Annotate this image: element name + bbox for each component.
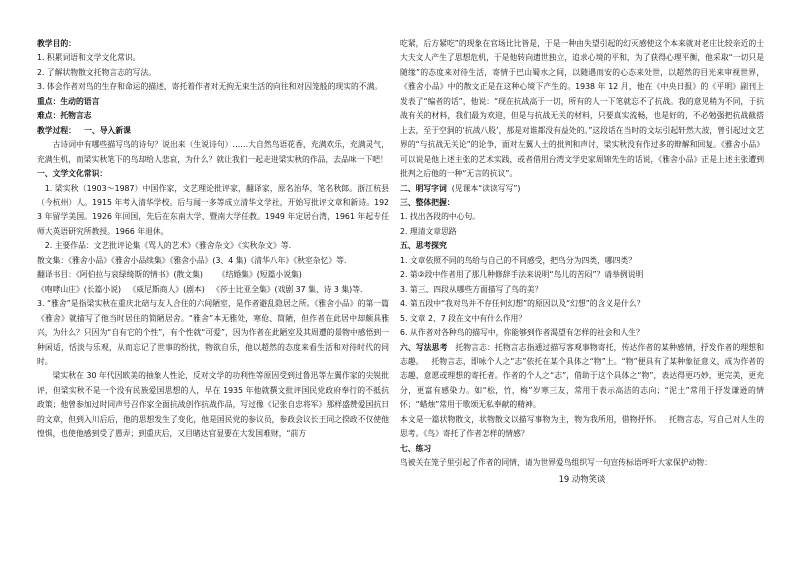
- right-column: [400, 37, 764, 486]
- major-works: 2. 主要作品：文艺批评论集《骂人的艺术》《雅舍杂文》《实秋杂文》等.: [44, 241, 292, 251]
- section-3-item: 1. 找出各段的中心句。: [400, 212, 481, 222]
- section-2: [400, 182, 764, 196]
- difficulty: 难点：托物言志: [37, 111, 92, 121]
- translations-line-2: 《咆哮山庄》(长篇小说) 《威尼斯商人》(剧本) 《莎士比亚全集》(戏剧 37 集、诗 3 集)等.: [37, 284, 363, 294]
- culture-heading: 一、文学文化常识：: [37, 169, 108, 179]
- question-item: 1. 文章依照不同的鸟给与自己的不同感受，把鸟分为四类，哪四类？: [400, 255, 637, 265]
- section-6-summary: 本文是一篇状物散文，状物散文以描写事物为主，物为我所用，借物抒怀。 托物言志，写自己对人生的思考。《鸟》寄托了作者怎样的情感？: [400, 414, 764, 439]
- author-bio: 1. 梁实秋（1903～1987）中国作家，文艺理论批评家，翻译家，原名治华，笔名秋郎。浙江杭县（今杭州）人。1915 年考入清华学校。后与闻一多等成立清华文学社，开始写批评文章和新诗。1923 年留学美国。1926 年回国，先后在东南大学、暨南大学任教。1949 年定居台湾，1961 年起专任师大英语研究所教授。1966 年退休。: [37, 183, 389, 236]
- objective-item: 2. 了解状物散文托物言志的写法。: [37, 67, 157, 77]
- question-item: 3. 第三、四段从哪些方面描写了鸟的美？: [400, 284, 543, 294]
- intro-paragraph: 古诗词中有哪些描写鸟的诗句？说出来（生说诗句）……大自然鸟语花香，充满欢乐，充满灵气，充满生机，而梁实秋笔下的鸟却给人悲哀，为什么？就让我们一起走进梁实秋的作品，去品味一下吧！: [37, 140, 389, 164]
- section-6-heading: 六、写法思考: [400, 342, 448, 352]
- section-6: [400, 341, 764, 413]
- prose-works: 散文集：《雅舍小品》《雅舍小品续集》《雅舍小品》(3、4 集)《清华八年》《秋室杂忆》等.: [37, 255, 347, 265]
- question-item: 6. 从作者对各种鸟的描写中，你能够到作者渴望有怎样的社会和人生？: [400, 328, 644, 338]
- question-item: 4. 第五段中“我对鸟并不存任何幻想”的原因以及“幻想”的含义是什么？: [400, 299, 645, 309]
- question-item: 5. 文章 2、7 段在文中有什么作用？: [400, 313, 527, 323]
- section-2-heading: 二、明写字词: [400, 183, 447, 193]
- question-item: 2. 第②段中作者用了那几种修辞手法来说明“鸟儿的苦闷”？请举例说明: [400, 270, 644, 280]
- section-7-heading: 七、练习: [400, 443, 432, 453]
- teaching-process-heading: 教学过程： 一、导入新课: [37, 125, 131, 135]
- objective-item: 3. 体会作者对鸟的生存和命运的描述，寄托着作者对无拘无束生活的向往和对囚笼般的现实的不满。: [37, 82, 383, 92]
- left-column: [37, 37, 389, 442]
- background-paragraph: 梁实秋在 30 年代因欧美的抽象人性论，反对文学的功利性等原因受到过鲁迅等左翼作家的尖锐批评，但梁实秋不是一个没有民族爱国思想的人，早在 1935 年他就撰文批评国民党政府奉行的不抵抗政策；他曾参加过时同声号召作家全面抗战创作抗战作品，写过像《记张自忠将军》那样盛赞爱国抗日的文章，但到入川后后，他的思想发生了变化，他是国民党的参议员，参政会议长王同之揆政不仅使他惶惧，也使他感到受了愚弄；到重庆后，又目睹达官显要在大发国难财，“前方: [37, 371, 389, 439]
- section-5-heading: 五、思考探究: [400, 241, 447, 251]
- page-footer: 19 动物笑谈: [558, 473, 606, 484]
- section-6-text: 托物言志：托物言志指通过描写客观事物寄托，传达作者的某种感情，抒发作者的理想和志趣。 托物言志，即咏个人之“志”依托在某个具体之“物”上。“物”便具有了某种象征意义，成为作者的志趣、意愿或理想的寄托者。作者的个人之“志”，借助于这个具体之“物”，表达得更巧妙，更完美，更充分，更富有感染力。如“松，竹，梅”岁寒三友，常用于表示高洁的志向；“泥土”常用于抒发谦逊的情怀；“蜡烛”常用于歌颂无私奉献的精神。: [400, 342, 764, 410]
- section-3-item: 2. 理清文章思路: [400, 226, 457, 236]
- key-point: 重点：生动的语言: [37, 96, 100, 106]
- objectives-heading: 教学目的：: [37, 39, 76, 48]
- yashe-paragraph: 3. “雅舍”是指梁实秋在重庆北碚与友人合住的六间陋室，是作者避乱隐居之所。《雅舍小品》的第一篇《雅舍》就描写了他当时居住的简陋居舍。“雅舍”本无雅处，寒伧、简陋，但作者在此居中却颇具雅兴，为什么？只因为“自有它的个性”，有个性就“可爱”，因为作者在此陋室及其周遭的景物中感悟到一种闲适，恬淡与乐观，从而忘记了世事的纷扰，物欲自乐，他以超然的态度来看生活和对待时代的同时。: [37, 299, 389, 366]
- section-3-heading: 三、整体把握：: [400, 197, 455, 207]
- background-paragraph-continued: 吃紧，后方紧吃”的现象在官场比比皆是，于是一种由失望引起的幻灭感使这个本来就对老庄比较亲近的士大夫文人产生了思想危机，于是他转向遗世独立，追求心境的平和，为了获得心理平衡，他采取“一切只是随缘”的态度来对待生活，寄情于巴山蜀水之间，以随遇而安的心态来处世，以超然的目光来审视世界，《雅舍小品》中的散文正是在这种心境下产生的。1938 年 12 月，他在《中央日报》的《平明》副刊上发表了“编者的话”，他说：“现在抗战高于一切，所有的人一下笔就忘不了抗战。我的意见稍为不同，于抗战有关的材料，我们最为欢迎，但是与抗战无关的材料，只要真实流畅，也是好的，不必勉强把抗战截搭上去，至于空洞的‘抗战八股’，那是对谁都没有益处的。”这段话在当时的文坛引起轩然大波，曾引起过文艺界的“与抗战无关论”的论争，面对左翼人士的批判和声讨，梁实秋没有作过多的辩解和回复。《雅舍小品》可以说是他上述主张的艺术实践，或者借用台湾文学史家周锦先生的话说，《雅舍小品》正是上述主张遭到批判之后他的一种“无言的抗议”。: [400, 39, 764, 179]
- translations-line-1: 翻译书目：《阿伯拉与哀绿绮斯的情书》(散文集) 《结婚集》(短篇小说集): [37, 270, 302, 280]
- section-2-note: (见课本“读读写写”): [446, 183, 521, 193]
- objective-item: 1. 积累词语和文学文化常识。: [37, 53, 141, 63]
- exercise-text: 鸟被关在笼子里引起了作者的同情，请为世界爱鸟组织写一句宣传标语呼吁大家保护动物：: [400, 458, 712, 468]
